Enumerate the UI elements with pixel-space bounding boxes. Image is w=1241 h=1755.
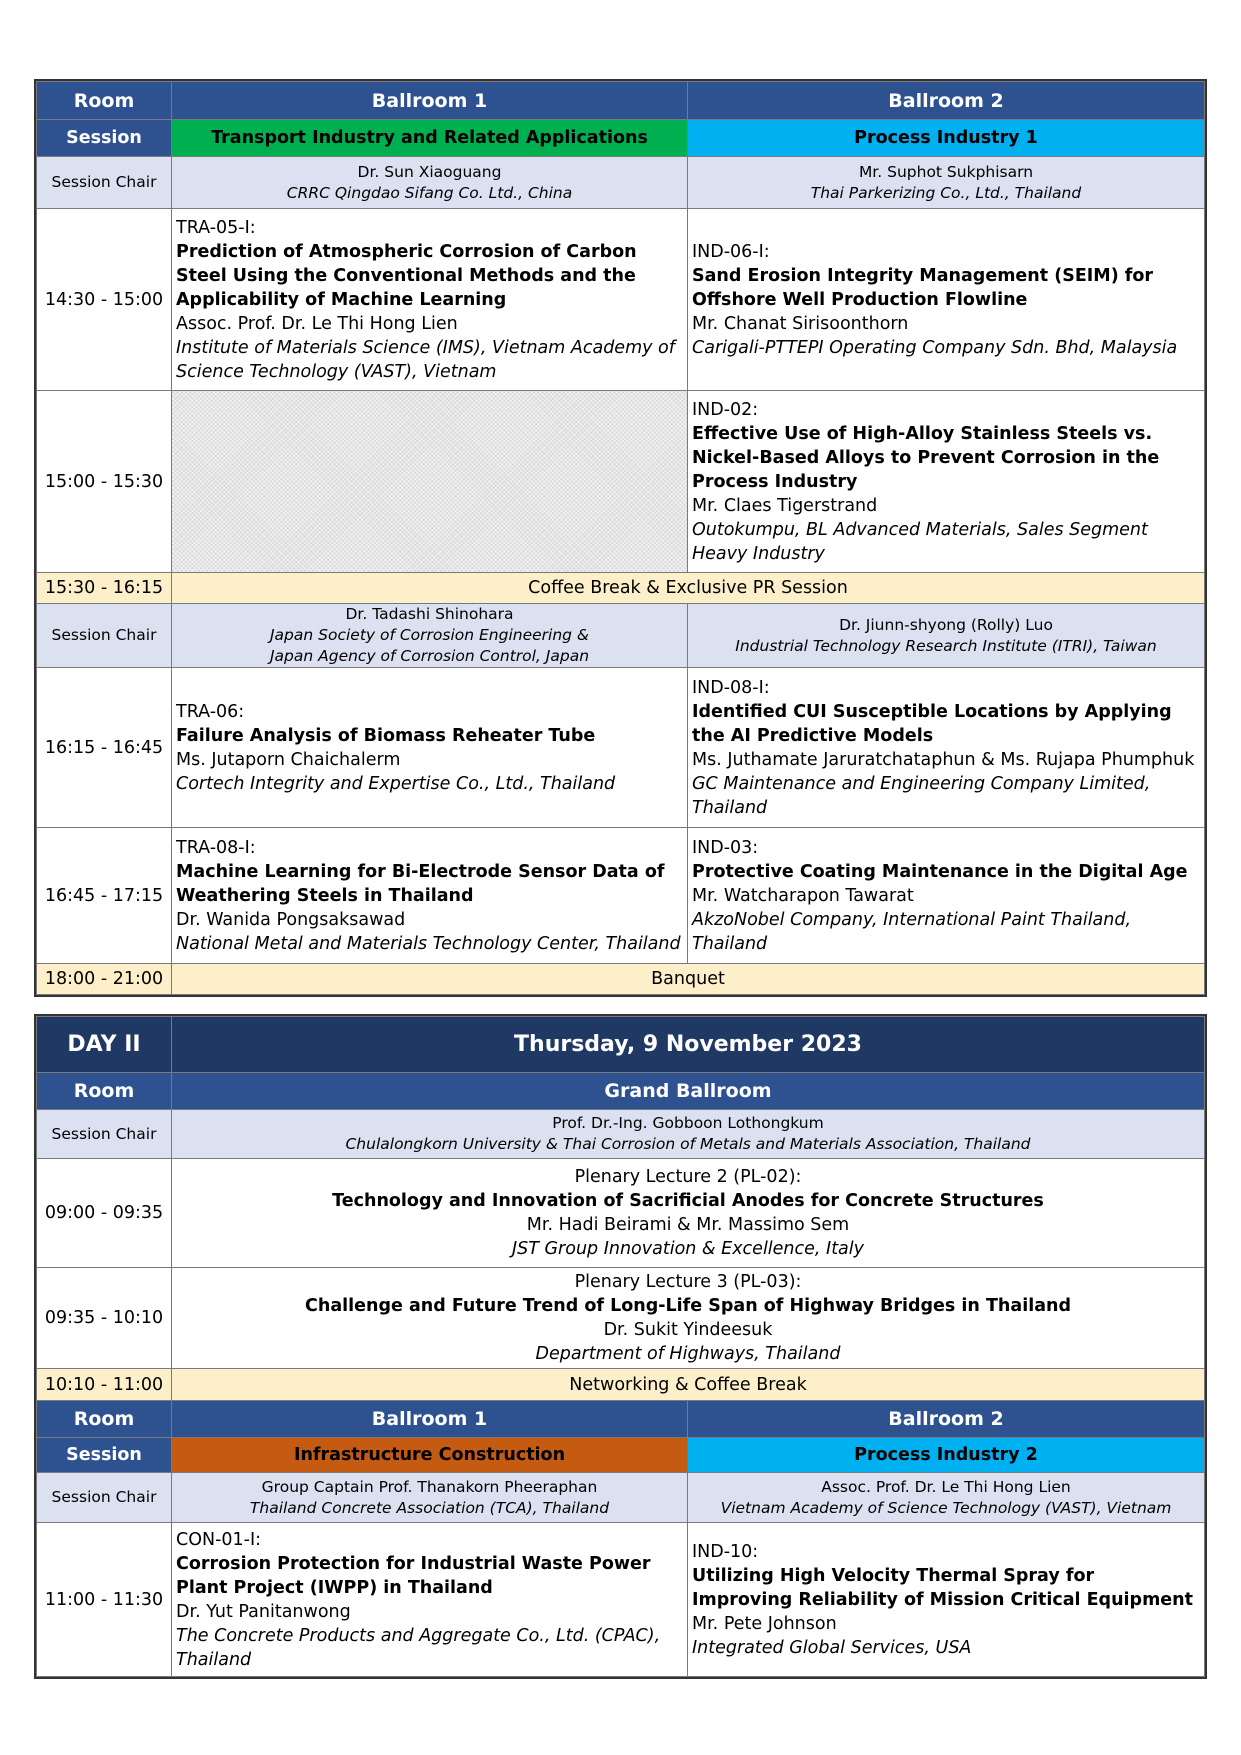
session-chair-label: Session Chair [37,1473,172,1523]
time-slot-row [37,828,1205,964]
time-slot: 14:30 - 15:00 [37,209,172,391]
talk-code: TRA-08-I: [176,837,256,858]
talk-ind-03 [688,828,1205,964]
talk-code: TRA-06: [176,701,245,722]
talk-ind-02 [688,391,1205,573]
session-process-industry-1: Process Industry 1 [688,120,1205,157]
chair-org: CRRC Qingdao Sifang Co. Ltd., China [286,183,573,202]
talk-code: IND-10: [692,1541,759,1562]
chair-org: Japan Agency of Corrosion Control, Japan [269,647,590,665]
room-label: Room [37,1073,172,1110]
plenary-lecture-3 [172,1268,1205,1369]
chair-name: Assoc. Prof. Dr. Le Thi Hong Lien [821,1477,1071,1496]
talk-speaker: Assoc. Prof. Dr. Le Thi Hong Lien [176,313,458,334]
talk-speaker: Ms. Jutaporn Chaichalerm [176,749,401,770]
break-label: Banquet [172,964,1205,995]
talk-speaker: Mr. Pete Johnson [692,1613,837,1634]
session-row [37,120,1205,157]
talk-title: Prediction of Atmospheric Corrosion of Carbon Steel Using the Conventional Methods and the Applicability of Machine Learning [176,241,637,310]
time-slot: 09:00 - 09:35 [37,1159,172,1268]
talk-code: Plenary Lecture 3 (PL-03): [574,1272,802,1292]
break-row [37,1369,1205,1401]
talk-affiliation: JST Group Innovation & Excellence, Italy [511,1239,865,1259]
ballroom-1-header: Ballroom 1 [172,1401,688,1438]
talk-speaker: Mr. Chanat Sirisoonthorn [692,313,909,334]
session-chair-label: Session Chair [37,604,172,668]
talk-code: CON-01-I: [176,1529,262,1550]
talk-affiliation: The Concrete Products and Aggregate Co., Ltd. (CPAC), Thailand [176,1625,661,1670]
session-chair-row [37,1110,1205,1159]
talk-speaker: Dr. Wanida Pongsaksawad [176,909,406,930]
day-label: DAY II [37,1017,172,1073]
talk-title: Protective Coating Maintenance in the Digital Age [692,861,1188,882]
plenary-row [37,1159,1205,1268]
break-row [37,573,1205,604]
time-slot: 16:45 - 17:15 [37,828,172,964]
chair-name: Group Captain Prof. Thanakorn Pheeraphan [261,1477,598,1496]
session-chair-2 [688,604,1205,668]
talk-speaker: Dr. Yut Panitanwong [176,1601,351,1622]
time-slot-row [37,209,1205,391]
talk-code: Plenary Lecture 2 (PL-02): [574,1167,802,1187]
break-time: 10:10 - 11:00 [37,1369,172,1401]
talk-speaker: Mr. Claes Tigerstrand [692,495,878,516]
talk-affiliation: Institute of Materials Science (IMS), Vietnam Academy of Science Technology (VAST), Vietnam [176,337,675,382]
session-chair-1 [172,157,688,209]
talk-ind-06-i [688,209,1205,391]
talk-title: Challenge and Future Trend of Long-Life Span of Highway Bridges in Thailand [305,1296,1071,1316]
chair-org: Japan Society of Corrosion Engineering & [269,626,590,644]
talk-title: Corrosion Protection for Industrial Waste Power Plant Project (IWPP) in Thailand [176,1553,651,1598]
room-label: Room [37,1401,172,1438]
plenary-row [37,1268,1205,1369]
talk-affiliation: Integrated Global Services, USA [692,1637,972,1658]
time-slot-row [37,1523,1205,1677]
room-label: Room [37,82,172,120]
talk-title: Identified CUI Susceptible Locations by Applying the AI Predictive Models [692,701,1172,746]
talk-tra-06 [172,668,688,828]
chair-name: Dr. Jiunn-shyong (Rolly) Luo [839,615,1053,634]
chair-name: Prof. Dr.-Ing. Gobboon Lothongkum [552,1114,824,1132]
talk-speaker: Ms. Juthamate Jaruratchataphun & Ms. Rujapa Phumphuk [692,749,1195,770]
break-time: 15:30 - 16:15 [37,573,172,604]
talk-code: IND-03: [692,837,759,858]
talk-affiliation: Cortech Integrity and Expertise Co., Ltd., Thailand [176,773,616,794]
talk-title: Failure Analysis of Biomass Reheater Tube [176,725,596,746]
time-slot: 15:00 - 15:30 [37,391,172,573]
session-chair-2 [688,157,1205,209]
time-slot: 16:15 - 16:45 [37,668,172,828]
empty-slot-hatched [172,391,688,573]
session-row [37,1438,1205,1473]
day1-schedule-table [36,81,1205,995]
session-chair-row [37,157,1205,209]
ballroom-2-header: Ballroom 2 [688,82,1205,120]
chair-org: Thai Parkerizing Co., Ltd., Thailand [810,183,1082,202]
session-label: Session [37,120,172,157]
session-infrastructure-construction: Infrastructure Construction [172,1438,688,1473]
talk-affiliation: Department of Highways, Thailand [535,1344,841,1364]
session-transport-industry: Transport Industry and Related Applications [172,120,688,157]
session-chair-label: Session Chair [37,1110,172,1159]
chair-name: Mr. Suphot Sukphisarn [858,162,1034,181]
session-chair-1 [172,604,688,668]
room-header-row [37,1073,1205,1110]
session-process-industry-2: Process Industry 2 [688,1438,1205,1473]
day-date: Thursday, 9 November 2023 [172,1017,1205,1073]
time-slot: 11:00 - 11:30 [37,1523,172,1677]
talk-code: IND-02: [692,399,759,420]
room-header-row [37,82,1205,120]
talk-code: IND-06-I: [692,241,770,262]
chair-org: Thailand Concrete Association (TCA), Thailand [249,1498,610,1517]
time-slot-row [37,668,1205,828]
time-slot: 09:35 - 10:10 [37,1268,172,1369]
break-label: Networking & Coffee Break [172,1369,1205,1401]
talk-tra-05-i [172,209,688,391]
talk-title: Technology and Innovation of Sacrificial Anodes for Concrete Structures [332,1191,1044,1211]
talk-speaker: Mr. Watcharapon Tawarat [692,885,914,906]
session-label: Session [37,1438,172,1473]
grand-ballroom-header: Grand Ballroom [172,1073,1205,1110]
chair-name: Dr. Tadashi Shinohara [345,605,514,623]
plenary-lecture-2 [172,1159,1205,1268]
session-chair-label: Session Chair [37,157,172,209]
day2-schedule-table [36,1016,1205,1677]
talk-affiliation: Outokumpu, BL Advanced Materials, Sales Segment Heavy Industry [692,519,1148,564]
session-chair [172,1110,1205,1159]
talk-affiliation: AkzoNobel Company, International Paint Thailand, Thailand [692,909,1132,954]
talk-tra-08-i [172,828,688,964]
talk-code: IND-08-I: [692,677,770,698]
talk-speaker: Dr. Sukit Yindeesuk [603,1320,773,1340]
talk-affiliation: GC Maintenance and Engineering Company Limited, Thailand [692,773,1151,818]
break-row [37,964,1205,995]
time-slot-row [37,391,1205,573]
room-header-row [37,1401,1205,1438]
session-chair-2 [688,1473,1205,1523]
session-chair-1 [172,1473,688,1523]
chair-org: Industrial Technology Research Institute (ITRI), Taiwan [735,636,1157,655]
talk-affiliation: National Metal and Materials Technology Center, Thailand [176,933,681,954]
talk-affiliation: Carigali-PTTEPI Operating Company Sdn. Bhd, Malaysia [692,337,1178,358]
talk-title: Sand Erosion Integrity Management (SEIM) for Offshore Well Production Flowline [692,265,1154,310]
break-label: Coffee Break & Exclusive PR Session [172,573,1205,604]
session-chair-row [37,1473,1205,1523]
ballroom-1-header: Ballroom 1 [172,82,688,120]
break-time: 18:00 - 21:00 [37,964,172,995]
talk-title: Utilizing High Velocity Thermal Spray for Improving Reliability of Mission Critical Equipment [692,1565,1193,1610]
session-chair-row [37,604,1205,668]
talk-title: Effective Use of High-Alloy Stainless Steels vs. Nickel-Based Alloys to Prevent Corrosion in the Process Industry [692,423,1160,492]
talk-title: Machine Learning for Bi-Electrode Sensor Data of Weathering Steels in Thailand [176,861,665,906]
talk-con-01-i [172,1523,688,1677]
talk-ind-10 [688,1523,1205,1677]
chair-name: Dr. Sun Xiaoguang [357,162,502,181]
talk-speaker: Mr. Hadi Beirami & Mr. Massimo Sem [526,1215,850,1235]
chair-org: Chulalongkorn University & Thai Corrosion of Metals and Materials Association, Thailand [345,1135,1031,1153]
talk-code: TRA-05-I: [176,217,256,238]
chair-org: Vietnam Academy of Science Technology (VAST), Vietnam [720,1498,1172,1517]
ballroom-2-header: Ballroom 2 [688,1401,1205,1438]
talk-ind-08-i [688,668,1205,828]
day-header-row [37,1017,1205,1073]
